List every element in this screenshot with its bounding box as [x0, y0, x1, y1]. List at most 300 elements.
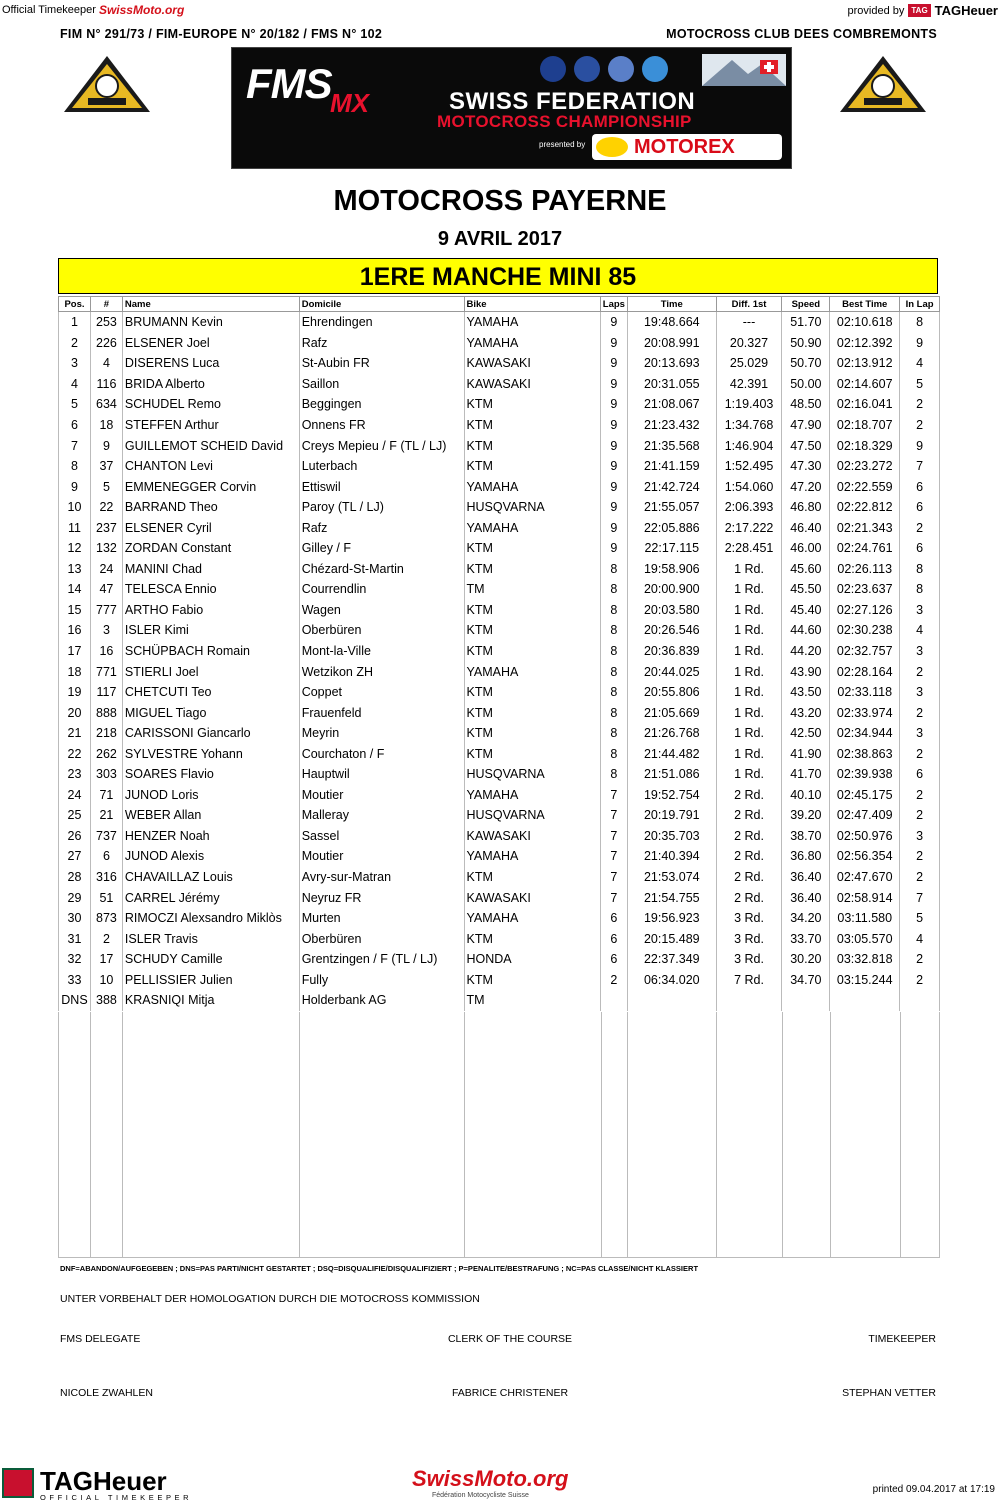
name-timekeeper: STEPHAN VETTER — [842, 1387, 936, 1399]
cell-number: 6 — [90, 846, 122, 867]
cell-in-lap: 2 — [900, 661, 940, 682]
cell-name: CARREL Jérémy — [122, 887, 299, 908]
cell-bike: KTM — [464, 867, 600, 888]
cell-time: 22:05.886 — [627, 517, 716, 538]
table-row — [59, 887, 940, 908]
cell-diff: 1:19.403 — [716, 394, 782, 415]
cell-time: 21:42.724 — [627, 476, 716, 497]
cell-in-lap: 3 — [900, 723, 940, 744]
cell-name: DISERENS Luca — [122, 353, 299, 374]
cell-number: 24 — [90, 559, 122, 580]
cell-name: RIMOCZI Alexsandro Miklòs — [122, 908, 299, 929]
cell-domicile: Rafz — [299, 517, 464, 538]
cell-domicile: Ehrendingen — [299, 312, 464, 333]
table-row — [59, 579, 940, 600]
cell-bike: KTM — [464, 970, 600, 991]
cell-number: 22 — [90, 497, 122, 518]
role-timekeeper: TIMEKEEPER — [868, 1333, 936, 1345]
cell-in-lap: 5 — [900, 374, 940, 395]
cell-in-lap: 7 — [900, 456, 940, 477]
cell-time: 20:44.025 — [627, 661, 716, 682]
banner-line-1: SWISS FEDERATION — [449, 88, 696, 115]
cell-bike: YAMAHA — [464, 517, 600, 538]
cell-diff — [716, 990, 782, 1011]
table-row — [59, 435, 940, 456]
cell-domicile: Coppet — [299, 682, 464, 703]
cell-domicile: Meyrin — [299, 723, 464, 744]
cell-time: 19:56.923 — [627, 908, 716, 929]
cell-time: 20:03.580 — [627, 600, 716, 621]
col-header-laps: Laps — [600, 297, 627, 312]
cell-speed: 48.50 — [782, 394, 830, 415]
cell-bike: HUSQVARNA — [464, 497, 600, 518]
results-body — [59, 312, 940, 1011]
col-header-time: Time — [627, 297, 716, 312]
cell-in-lap: 6 — [900, 764, 940, 785]
cell-pos: 25 — [59, 805, 91, 826]
cell-in-lap: 6 — [900, 476, 940, 497]
club-emblem-left-icon — [62, 52, 152, 123]
cell-pos: 31 — [59, 928, 91, 949]
table-row — [59, 394, 940, 415]
cell-pos: 26 — [59, 826, 91, 847]
mx-logo: MX — [330, 88, 369, 118]
cell-number: 132 — [90, 538, 122, 559]
cell-number: 316 — [90, 867, 122, 888]
cell-number: 116 — [90, 374, 122, 395]
table-row — [59, 620, 940, 641]
official-timekeeper-label: Official Timekeeper — [2, 4, 96, 16]
cell-bike: KTM — [464, 415, 600, 436]
cell-pos: 20 — [59, 702, 91, 723]
table-row — [59, 456, 940, 477]
cell-domicile: Wetzikon ZH — [299, 661, 464, 682]
cell-laps: 9 — [600, 374, 627, 395]
table-empty-area — [58, 1012, 940, 1258]
cell-speed: 38.70 — [782, 826, 830, 847]
cell-domicile: Fully — [299, 970, 464, 991]
cell-best-time: 02:16.041 — [830, 394, 900, 415]
cell-time: 21:05.669 — [627, 702, 716, 723]
cell-pos: 12 — [59, 538, 91, 559]
championship-banner — [231, 47, 792, 169]
cell-name: SCHUDEL Remo — [122, 394, 299, 415]
col-header-name: Name — [122, 297, 299, 312]
cell-bike: KTM — [464, 723, 600, 744]
cell-in-lap: 6 — [900, 538, 940, 559]
official-timekeeper-footer: OFFICIAL TIMEKEEPER — [40, 1493, 193, 1502]
cell-name: BARRAND Theo — [122, 497, 299, 518]
cell-best-time: 02:24.761 — [830, 538, 900, 559]
cell-diff: 3 Rd. — [716, 949, 782, 970]
cell-time: 22:17.115 — [627, 538, 716, 559]
cell-bike: KTM — [464, 600, 600, 621]
cell-best-time: 02:58.914 — [830, 887, 900, 908]
cell-domicile: Frauenfeld — [299, 702, 464, 723]
event-title: MOTOCROSS PAYERNE — [333, 185, 667, 217]
cell-number: 218 — [90, 723, 122, 744]
cell-time: 21:23.432 — [627, 415, 716, 436]
table-row — [59, 908, 940, 929]
cell-domicile: Oberbüren — [299, 928, 464, 949]
cell-time: 22:37.349 — [627, 949, 716, 970]
cell-speed: 46.00 — [782, 538, 830, 559]
cell-best-time: 02:38.863 — [830, 743, 900, 764]
cell-bike: TM — [464, 990, 600, 1011]
cell-bike: YAMAHA — [464, 476, 600, 497]
cell-bike: KTM — [464, 620, 600, 641]
cell-number: 18 — [90, 415, 122, 436]
cell-laps: 8 — [600, 620, 627, 641]
cell-best-time: 02:33.118 — [830, 682, 900, 703]
cell-laps: 9 — [600, 456, 627, 477]
cell-laps: 7 — [600, 887, 627, 908]
cell-name: ELSENER Joel — [122, 333, 299, 354]
cell-in-lap: 2 — [900, 394, 940, 415]
motorex-swoosh-icon — [596, 137, 628, 157]
cell-domicile: Gilley / F — [299, 538, 464, 559]
cell-time: 20:13.693 — [627, 353, 716, 374]
cell-speed: 43.90 — [782, 661, 830, 682]
cell-speed: 44.20 — [782, 641, 830, 662]
cell-domicile: Oberbüren — [299, 620, 464, 641]
col-header-number: # — [90, 297, 122, 312]
cell-number: 771 — [90, 661, 122, 682]
cell-time: 20:26.546 — [627, 620, 716, 641]
cell-bike: YAMAHA — [464, 908, 600, 929]
provided-by-label: provided by — [847, 4, 905, 17]
cell-pos: 29 — [59, 887, 91, 908]
cell-number: 303 — [90, 764, 122, 785]
cell-best-time: 02:18.329 — [830, 435, 900, 456]
cell-speed: 42.50 — [782, 723, 830, 744]
cell-time: 21:40.394 — [627, 846, 716, 867]
cell-pos: 27 — [59, 846, 91, 867]
bottom-sponsor-bar — [0, 1462, 1000, 1501]
col-header-domicile: Domicile — [299, 297, 464, 312]
table-row — [59, 559, 940, 580]
cell-best-time: 02:21.343 — [830, 517, 900, 538]
cell-bike: KTM — [464, 538, 600, 559]
table-row — [59, 353, 940, 374]
cell-name: EMMENEGGER Corvin — [122, 476, 299, 497]
cell-in-lap: 9 — [900, 333, 940, 354]
cell-best-time: 02:33.974 — [830, 702, 900, 723]
cell-number: 71 — [90, 785, 122, 806]
cell-best-time: 02:27.126 — [830, 600, 900, 621]
tagheuer-logo: TAGHeuer — [934, 3, 998, 18]
cell-time: 20:36.839 — [627, 641, 716, 662]
table-row — [59, 949, 940, 970]
role-fms-delegate: FMS DELEGATE — [60, 1333, 141, 1345]
cell-name: SOARES Flavio — [122, 764, 299, 785]
cell-diff: 2 Rd. — [716, 867, 782, 888]
cell-diff: 1 Rd. — [716, 764, 782, 785]
cell-pos: 15 — [59, 600, 91, 621]
table-row — [59, 517, 940, 538]
cell-domicile: Moutier — [299, 846, 464, 867]
cell-domicile: Saillon — [299, 374, 464, 395]
cell-laps: 8 — [600, 764, 627, 785]
cell-time — [627, 990, 716, 1011]
cell-number: 51 — [90, 887, 122, 908]
role-clerk-of-course: CLERK OF THE COURSE — [447, 1333, 573, 1345]
cell-domicile: Chézard-St-Martin — [299, 559, 464, 580]
cell-speed: 43.50 — [782, 682, 830, 703]
cell-diff: 1:34.768 — [716, 415, 782, 436]
cell-time: 19:48.664 — [627, 312, 716, 333]
cell-speed — [782, 990, 830, 1011]
cell-diff: 1 Rd. — [716, 559, 782, 580]
cell-number: 117 — [90, 682, 122, 703]
cell-number: 16 — [90, 641, 122, 662]
cell-diff: 2 Rd. — [716, 846, 782, 867]
cell-pos: 10 — [59, 497, 91, 518]
table-row — [59, 661, 940, 682]
cell-diff: 2 Rd. — [716, 887, 782, 908]
cell-laps: 9 — [600, 394, 627, 415]
cell-laps: 7 — [600, 826, 627, 847]
cell-time: 20:08.991 — [627, 333, 716, 354]
cell-diff: 20.327 — [716, 333, 782, 354]
cell-bike: KTM — [464, 456, 600, 477]
cell-name: ZORDAN Constant — [122, 538, 299, 559]
table-row — [59, 826, 940, 847]
cell-pos: 17 — [59, 641, 91, 662]
cell-in-lap: 6 — [900, 497, 940, 518]
cell-diff: 3 Rd. — [716, 928, 782, 949]
cell-pos: 8 — [59, 456, 91, 477]
printed-timestamp: printed 09.04.2017 at 17:19 — [872, 1484, 995, 1495]
cell-diff: 1:46.904 — [716, 435, 782, 456]
cell-diff: 2 Rd. — [716, 805, 782, 826]
cell-pos: 4 — [59, 374, 91, 395]
cell-best-time: 02:45.175 — [830, 785, 900, 806]
cell-bike: KTM — [464, 743, 600, 764]
cell-name: SYLVESTRE Yohann — [122, 743, 299, 764]
club-emblem-right-icon — [838, 52, 928, 123]
cell-bike: KAWASAKI — [464, 374, 600, 395]
cell-speed: 51.70 — [782, 312, 830, 333]
cell-pos: 19 — [59, 682, 91, 703]
cell-name: STEFFEN Arthur — [122, 415, 299, 436]
cell-speed: 41.90 — [782, 743, 830, 764]
cell-diff: 1:54.060 — [716, 476, 782, 497]
cell-best-time: 02:23.272 — [830, 456, 900, 477]
motorex-logo: MOTOREX — [634, 136, 735, 158]
name-fms-delegate: NICOLE ZWAHLEN — [60, 1387, 153, 1399]
cell-diff: 1 Rd. — [716, 641, 782, 662]
table-row — [59, 805, 940, 826]
cell-laps: 8 — [600, 641, 627, 662]
cell-name: ISLER Kimi — [122, 620, 299, 641]
cell-pos: 24 — [59, 785, 91, 806]
fms-logo: FMS — [246, 60, 332, 107]
cell-speed: 50.70 — [782, 353, 830, 374]
cell-time: 21:54.755 — [627, 887, 716, 908]
cell-speed: 47.30 — [782, 456, 830, 477]
cell-in-lap: 2 — [900, 743, 940, 764]
race-title-bar: 1ERE MANCHE MINI 85 — [58, 258, 938, 294]
cell-speed: 50.00 — [782, 374, 830, 395]
table-header-row — [59, 297, 940, 312]
cell-laps: 9 — [600, 415, 627, 436]
cell-bike: YAMAHA — [464, 312, 600, 333]
cell-time: 20:19.791 — [627, 805, 716, 826]
federation-footer-text: Fédération Motocycliste Suisse — [432, 1492, 529, 1499]
cell-best-time — [830, 990, 900, 1011]
tagheuer-shield-icon: TAG — [908, 4, 930, 17]
cell-domicile: Beggingen — [299, 394, 464, 415]
cell-domicile: St-Aubin FR — [299, 353, 464, 374]
cell-best-time: 02:18.707 — [830, 415, 900, 436]
cell-name: WEBER Allan — [122, 805, 299, 826]
cell-time: 19:52.754 — [627, 785, 716, 806]
cell-time: 20:15.489 — [627, 928, 716, 949]
cell-number: 5 — [90, 476, 122, 497]
cell-in-lap: 2 — [900, 949, 940, 970]
cell-best-time: 02:47.670 — [830, 867, 900, 888]
cell-speed: 47.20 — [782, 476, 830, 497]
cell-best-time: 02:32.757 — [830, 641, 900, 662]
cell-diff: 1 Rd. — [716, 620, 782, 641]
cell-pos: 16 — [59, 620, 91, 641]
cell-number: 737 — [90, 826, 122, 847]
cell-pos: 2 — [59, 333, 91, 354]
cell-laps: 9 — [600, 538, 627, 559]
cell-in-lap: 4 — [900, 620, 940, 641]
cell-pos: 5 — [59, 394, 91, 415]
table-row — [59, 415, 940, 436]
name-clerk-of-course: FABRICE CHRISTENER — [451, 1387, 569, 1399]
cell-speed: 43.20 — [782, 702, 830, 723]
table-row — [59, 600, 940, 621]
cell-bike: YAMAHA — [464, 846, 600, 867]
cell-laps: 7 — [600, 867, 627, 888]
cell-best-time: 03:15.244 — [830, 970, 900, 991]
cell-speed: 44.60 — [782, 620, 830, 641]
cell-best-time: 02:34.944 — [830, 723, 900, 744]
status-legend: DNF=ABANDON/AUFGEGEBEN ; DNS=PAS PARTI/NICHT GESTARTET ; DSQ=DISQUALIFIE/DISQUALIFIZIERT ; P=PENALITE/BESTRAFUNG ; NC=PAS CLASSE/NICHT KLASSIERT — [60, 1264, 699, 1273]
cell-domicile: Murten — [299, 908, 464, 929]
cell-domicile: Courchaton / F — [299, 743, 464, 764]
cell-name: SCHÜPBACH Romain — [122, 641, 299, 662]
tagheuer-footer-logo: TAGHeuer — [40, 1466, 167, 1496]
cell-domicile: Mont-la-Ville — [299, 641, 464, 662]
cell-laps: 8 — [600, 559, 627, 580]
cell-number: 262 — [90, 743, 122, 764]
cell-time: 20:35.703 — [627, 826, 716, 847]
cell-bike: KTM — [464, 559, 600, 580]
cell-name: CHETCUTI Teo — [122, 682, 299, 703]
cell-speed: 45.40 — [782, 600, 830, 621]
cell-best-time: 02:13.912 — [830, 353, 900, 374]
cell-best-time: 02:50.976 — [830, 826, 900, 847]
cell-name: TELESCA Ennio — [122, 579, 299, 600]
table-row — [59, 990, 940, 1011]
cell-diff: 25.029 — [716, 353, 782, 374]
cell-laps: 8 — [600, 702, 627, 723]
cell-bike: KAWASAKI — [464, 887, 600, 908]
cell-number: 237 — [90, 517, 122, 538]
table-row — [59, 846, 940, 867]
cell-bike: KTM — [464, 928, 600, 949]
cell-domicile: Sassel — [299, 826, 464, 847]
cell-bike: YAMAHA — [464, 661, 600, 682]
cell-pos: 3 — [59, 353, 91, 374]
cell-diff: 1 Rd. — [716, 579, 782, 600]
cell-speed: 47.90 — [782, 415, 830, 436]
cell-diff: 42.391 — [716, 374, 782, 395]
organizing-club: MOTOCROSS CLUB DEES COMBREMONTS — [666, 27, 937, 41]
table-row — [59, 641, 940, 662]
cell-in-lap: 3 — [900, 641, 940, 662]
cell-in-lap: 8 — [900, 312, 940, 333]
cell-time: 06:34.020 — [627, 970, 716, 991]
cell-bike: KTM — [464, 641, 600, 662]
cell-best-time: 02:10.618 — [830, 312, 900, 333]
cell-diff: 1 Rd. — [716, 743, 782, 764]
cell-name: ISLER Travis — [122, 928, 299, 949]
cell-in-lap: 9 — [900, 435, 940, 456]
cell-speed: 34.70 — [782, 970, 830, 991]
cell-laps: 6 — [600, 949, 627, 970]
cell-best-time: 02:12.392 — [830, 333, 900, 354]
cell-best-time: 02:14.607 — [830, 374, 900, 395]
cell-number: 17 — [90, 949, 122, 970]
cell-best-time: 02:26.113 — [830, 559, 900, 580]
cell-laps: 8 — [600, 600, 627, 621]
cell-name: JUNOD Alexis — [122, 846, 299, 867]
cell-in-lap: 8 — [900, 559, 940, 580]
cell-best-time: 02:28.164 — [830, 661, 900, 682]
cell-pos: 28 — [59, 867, 91, 888]
cell-in-lap: 2 — [900, 970, 940, 991]
table-row — [59, 374, 940, 395]
cell-time: 21:55.057 — [627, 497, 716, 518]
results-table — [58, 296, 940, 1011]
col-header-in-lap: In Lap — [900, 297, 940, 312]
cell-laps: 7 — [600, 785, 627, 806]
cell-in-lap: 5 — [900, 908, 940, 929]
cell-diff: 2:28.451 — [716, 538, 782, 559]
cell-laps: 7 — [600, 805, 627, 826]
cell-bike: KAWASAKI — [464, 353, 600, 374]
cell-speed: 45.60 — [782, 559, 830, 580]
cell-best-time: 02:56.354 — [830, 846, 900, 867]
cell-time: 21:44.482 — [627, 743, 716, 764]
table-row — [59, 785, 940, 806]
cell-pos: 14 — [59, 579, 91, 600]
cell-best-time: 02:22.812 — [830, 497, 900, 518]
cell-pos: 7 — [59, 435, 91, 456]
cell-time: 21:51.086 — [627, 764, 716, 785]
col-header-speed: Speed — [782, 297, 830, 312]
cell-domicile: Luterbach — [299, 456, 464, 477]
cell-laps — [600, 990, 627, 1011]
cell-laps: 8 — [600, 723, 627, 744]
cell-number: 253 — [90, 312, 122, 333]
cell-number: 37 — [90, 456, 122, 477]
cell-pos: 18 — [59, 661, 91, 682]
cell-diff: 2:17.222 — [716, 517, 782, 538]
fim-badge-icon — [540, 56, 566, 82]
cell-laps: 9 — [600, 435, 627, 456]
cell-laps: 7 — [600, 846, 627, 867]
cell-in-lap — [900, 990, 940, 1011]
cell-name: MIGUEL Tiago — [122, 702, 299, 723]
swissmoto-logo: SwissMoto.org — [98, 3, 185, 17]
